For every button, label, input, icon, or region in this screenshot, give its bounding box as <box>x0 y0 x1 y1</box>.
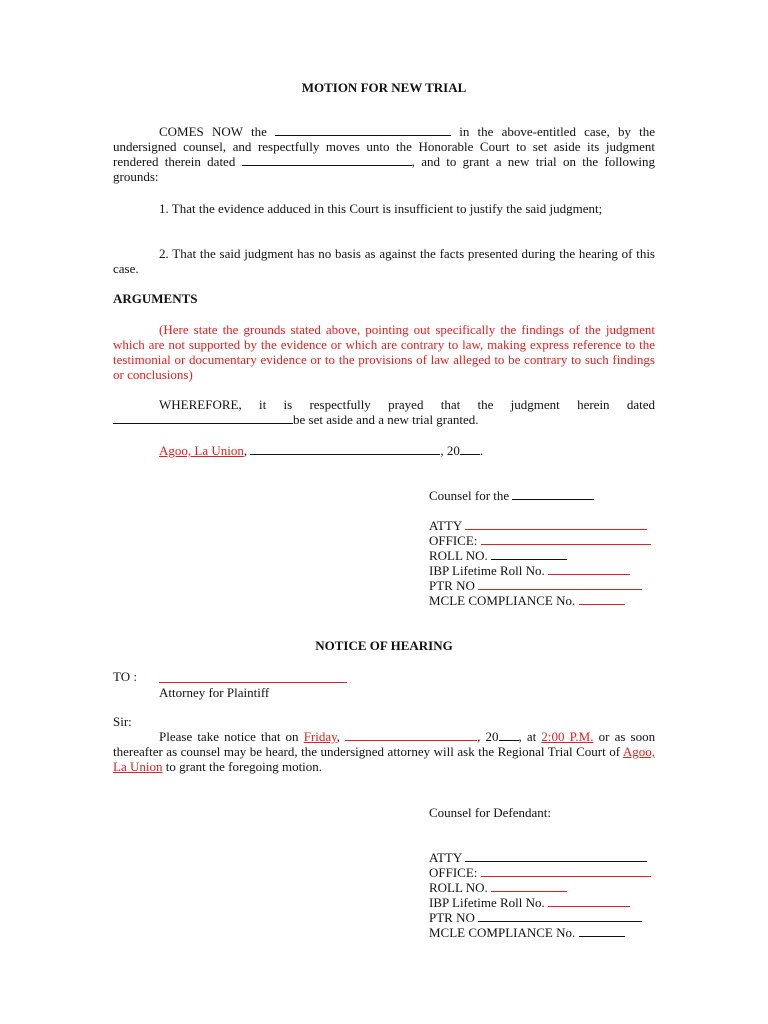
notice-body: Please take notice that on Friday, , 20 , at 2:00 P.M. or as soon thereafter as counsel may be heard, the undersigned attorney will ask the Regional Trial Court of Agoo, La Union to grant the foregoing motion. <box>113 729 656 774</box>
notice-to-blank <box>159 671 347 683</box>
sig1-ibp-blank <box>548 563 630 575</box>
wherefore-date-blank <box>113 412 293 424</box>
sig2-office: OFFICE: <box>429 865 651 880</box>
sig1-roll: ROLL NO. <box>429 548 567 563</box>
judgment-date-blank <box>242 154 412 166</box>
sig2-atty-blank <box>465 850 647 862</box>
sig2-roll: ROLL NO. <box>429 880 567 895</box>
sig1-roll-blank <box>491 548 567 560</box>
notice-attorney-for: Attorney for Plaintiff <box>159 685 270 700</box>
year-blank <box>460 443 480 455</box>
notice-court-place: Agoo, La Union <box>113 744 655 774</box>
place-text: Agoo, La Union <box>159 443 244 458</box>
sig2-ptr: PTR NO <box>429 910 642 925</box>
intro-paragraph: COMES NOW the in the above-entitled case, by the undersigned counsel, and respectfully moves unto the Honorable Court to set aside its judgment rendered therein dated , and to grant a new trial on the following grounds: <box>113 124 656 184</box>
notice-to-label: TO : <box>113 669 137 684</box>
arguments-body: (Here state the grounds stated above, pointing out specifically the findings of the judgment which are not supported by the evidence or which are contrary to law, making express reference to the testimonial or documentary evidence or to the provisions of law alleged to be contrary to such findings or conclusions) <box>113 322 655 382</box>
arguments-heading: ARGUMENTS <box>113 291 198 306</box>
notice-date-blank <box>345 729 477 741</box>
sig1-office: OFFICE: <box>429 533 651 548</box>
ground-1: 1. That the evidence adduced in this Court is insufficient to justify the said judgment; <box>159 201 603 216</box>
sig2-ibp-blank <box>548 895 630 907</box>
sig2-counsel: Counsel for Defendant: <box>429 805 552 820</box>
sig1-ptr: PTR NO <box>429 578 642 593</box>
wherefore-paragraph: WHEREFORE, it is respectfully prayed that the judgment herein dated be set aside and a new trial granted. <box>113 397 655 427</box>
place-date-line: Agoo, La Union, , 20 . <box>159 443 484 458</box>
sig1-ptr-blank <box>478 578 642 590</box>
sig2-mcle-blank <box>579 925 625 937</box>
sig2-ptr-blank <box>478 910 642 922</box>
notice-time: 2:00 P.M. <box>541 729 594 744</box>
sig1-counsel-blank <box>512 488 594 500</box>
sig1-ibp: IBP Lifetime Roll No. <box>429 563 630 578</box>
sig1-counsel: Counsel for the <box>429 488 594 503</box>
place-date-blank <box>250 443 440 455</box>
sig1-atty: ATTY <box>429 518 647 533</box>
notice-title: NOTICE OF HEARING <box>315 638 453 653</box>
sig1-mcle-blank <box>579 593 625 605</box>
sig2-roll-blank <box>491 880 567 892</box>
notice-salutation: Sir: <box>113 714 132 729</box>
sig2-ibp: IBP Lifetime Roll No. <box>429 895 630 910</box>
party-blank <box>275 124 451 136</box>
sig2-atty: ATTY <box>429 850 647 865</box>
sig2-mcle: MCLE COMPLIANCE No. <box>429 925 625 940</box>
ground-2: 2. That the said judgment has no basis as against the facts presented during the hearing of this case. <box>113 246 655 276</box>
sig1-office-blank <box>481 533 651 545</box>
notice-year-blank <box>499 729 519 741</box>
sig1-atty-blank <box>465 518 647 530</box>
sig1-mcle: MCLE COMPLIANCE No. <box>429 593 625 608</box>
sig2-office-blank <box>481 865 651 877</box>
motion-title: MOTION FOR NEW TRIAL <box>301 80 467 95</box>
notice-day: Friday <box>303 729 337 744</box>
